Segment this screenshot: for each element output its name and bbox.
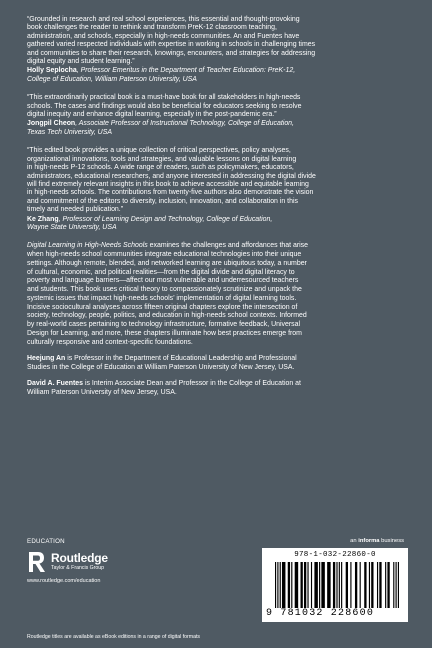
- description-line: society, technology, people, politics, and education in high-needs school contexts. Informed: [27, 312, 307, 320]
- bio-line: William Paterson University of New Jersey, USA.: [27, 388, 177, 396]
- routledge-r-logo-icon: [27, 550, 47, 574]
- barcode-bar: [314, 562, 317, 608]
- barcode-bars: [275, 562, 399, 608]
- informa-suffix: business: [379, 538, 404, 544]
- endorser-name: Holly Seplocha: [27, 67, 77, 75]
- isbn-digits: 9 781032 228600: [266, 608, 375, 619]
- barcode-bar: [321, 562, 324, 608]
- barcode-bar: [288, 562, 290, 608]
- barcode-bar: [304, 562, 306, 608]
- quote-line: in high-needs schools. The contributions from twenty-five authors also demonstrate the vision: [27, 189, 314, 197]
- editor-bio: [27, 380, 415, 397]
- endorser-affiliation: Wayne State University, USA: [27, 223, 117, 231]
- quote-line: administration, and schools, especially in high-needs communities. An and Fuentes have: [27, 32, 300, 40]
- editor-bio: [27, 355, 415, 372]
- barcode-bar: [398, 562, 399, 608]
- barcode-bar: [295, 562, 298, 608]
- publisher-logo: [27, 550, 177, 580]
- quote-line: organizational innovations, tools and strategies, and valuable lessons on digital learning: [27, 155, 297, 163]
- informa-brand: informa: [358, 538, 380, 544]
- barcode-bar: [379, 562, 381, 608]
- editor-name: Heejung An: [27, 355, 66, 363]
- description-line: Design for Learning, and more, these chapters illuminate how best practices emerge from: [27, 329, 302, 337]
- barcode-bar: [311, 562, 312, 608]
- barcode-bar: [301, 562, 303, 608]
- description-line: systemic issues that impact high-needs schools’ implementation of digital learning tools.: [27, 294, 297, 302]
- barcode-bar: [355, 562, 357, 608]
- quote-line: digital equity and student learning.”: [27, 58, 135, 66]
- isbn-label: 978-1-032-22860-0: [294, 551, 376, 559]
- quote-attribution: [27, 216, 415, 233]
- description-line: of cultural, economic, and political realities—from the digital divide and digital literacy to: [27, 268, 295, 276]
- quote-attribution: [27, 67, 415, 84]
- bio-line: is Interim Associate Dean and Professor in the College of Education at: [83, 380, 301, 388]
- barcode-bar: [350, 562, 351, 608]
- barcode-bar: [277, 562, 278, 608]
- publisher-name: Routledge: [51, 551, 108, 565]
- endorsement-quote: [27, 16, 415, 84]
- barcode-bar: [280, 562, 281, 608]
- barcode-bar: [275, 562, 276, 608]
- cover-text: [27, 16, 415, 397]
- quote-line: “This edited book provides a unique collection of critical perspectives, policy analyses,: [27, 147, 291, 155]
- description-line: culturally responsive and context-specific foundations.: [27, 338, 193, 346]
- barcode-bar: [336, 562, 337, 608]
- barcode-bar: [360, 562, 361, 608]
- barcode-bar: [346, 562, 348, 608]
- barcode-bar: [339, 562, 340, 608]
- barcode-bar: [385, 562, 386, 608]
- editor-name: David A. Fuentes: [27, 380, 84, 388]
- book-title: Digital Learning in High-Needs Schools: [27, 242, 148, 250]
- quote-line: timely and needed publication.”: [27, 206, 124, 214]
- quote-line: administrators, educational researchers, and anyone interested in addressing the digital divide: [27, 172, 316, 180]
- description-line: settings. Although remote, blended, and networked learning are ubiquitous today, a number: [27, 259, 307, 267]
- barcode-bar: [393, 562, 394, 608]
- endorser-title: , Associate Professor of Instructional Technology, College of Education,: [75, 120, 294, 128]
- quote-line: and commitment of the editors to diversity, inclusion, innovation, and collaboration in this: [27, 197, 298, 205]
- bio-line: is Professor in the Department of Educational Leadership and Professional: [65, 355, 297, 363]
- endorser-name: Jongpil Cheon: [27, 120, 76, 128]
- barcode-bar: [291, 562, 292, 608]
- quote-line: schools. The cases and findings would also be beneficial for educators seeking to resolve: [27, 102, 302, 110]
- endorser-title: , Professor of Learning Design and Technology, College of Education,: [58, 215, 273, 223]
- ebook-availability-note: Routledge titles are available as eBook editions in a range of digital formats: [27, 634, 201, 640]
- description-line: and students. This book uses critical theory to compassionately scrutinize and unpack the: [27, 286, 302, 294]
- barcode-bar: [333, 562, 335, 608]
- bio-line: Studies in the College of Education at William Paterson University of New Jersey, USA.: [27, 363, 295, 371]
- barcode-bar: [377, 562, 378, 608]
- barcode-bar: [371, 562, 373, 608]
- informa-prefix: an: [350, 538, 359, 544]
- publisher-group: Taylor & Francis Group: [51, 565, 105, 571]
- endorser-title: , Professor Emeritus in the Department of Teacher Education: PreK-12,: [76, 67, 296, 75]
- barcode-bar: [396, 562, 397, 608]
- isbn-barcode: [262, 548, 408, 622]
- barcode-bar: [307, 562, 308, 608]
- description-line: by real-world cases pertaining to technology infrastructure, formative feedback, Universal: [27, 321, 301, 329]
- barcode-bar: [282, 562, 285, 608]
- barcode-bar: [341, 562, 342, 608]
- barcode-bar: [369, 562, 370, 608]
- barcode-bar: [327, 562, 330, 608]
- endorser-affiliation: Texas Tech University, USA: [27, 128, 112, 136]
- description-line: Incisive sociocultural analyses across fifteen original chapters explore the intersection of: [27, 303, 298, 311]
- quote-line: “This extraordinarily practical book is a must-have book for all stakeholders in high-needs: [27, 94, 301, 102]
- book-description: [27, 242, 415, 347]
- quote-line: “Grounded in research and real school experiences, this essential and thought-provoking: [27, 16, 300, 23]
- subject-category: EDUCATION: [27, 538, 65, 545]
- endorsement-quote: [27, 147, 415, 232]
- endorsement-quote: [27, 94, 415, 137]
- quote-line: book challenges the reader to rethink and transform PreK-12 classroom teaching,: [27, 24, 277, 32]
- quote-line: digital inequity and enhance digital learning, especially in the post-pandemic era.”: [27, 111, 277, 119]
- description-line: poverty and language barriers—affect our most vulnerable and underresourced teachers: [27, 277, 299, 285]
- informa-business-label: [350, 538, 404, 544]
- quote-line: will find extremely relevant insights in this book to achieve accessible and equitable learning: [27, 180, 309, 188]
- cover-footer: [0, 528, 432, 648]
- quote-line: in high-needs P-12 schools. A wide range of readers, such as policymakers, educators,: [27, 164, 294, 172]
- publisher-url[interactable]: www.routledge.com/education: [27, 578, 101, 584]
- barcode-bar: [319, 562, 320, 608]
- endorser-name: Ke Zhang: [27, 215, 59, 223]
- barcode-bar: [387, 562, 389, 608]
- endorser-affiliation: College of Education, William Paterson University, USA: [27, 75, 197, 83]
- quote-line: and communities to share their research, knowings, encounters, and strategies for addressing: [27, 49, 316, 57]
- description-line: examines the challenges and affordances that arise: [147, 242, 309, 250]
- description-line: when high-needs school communities integrate educational technologies into their unique: [27, 251, 302, 259]
- quote-attribution: [27, 120, 415, 137]
- barcode-bar: [364, 562, 366, 608]
- quote-line: gathered varied respected individuals with expertise in working in schools in challenging times: [27, 41, 316, 49]
